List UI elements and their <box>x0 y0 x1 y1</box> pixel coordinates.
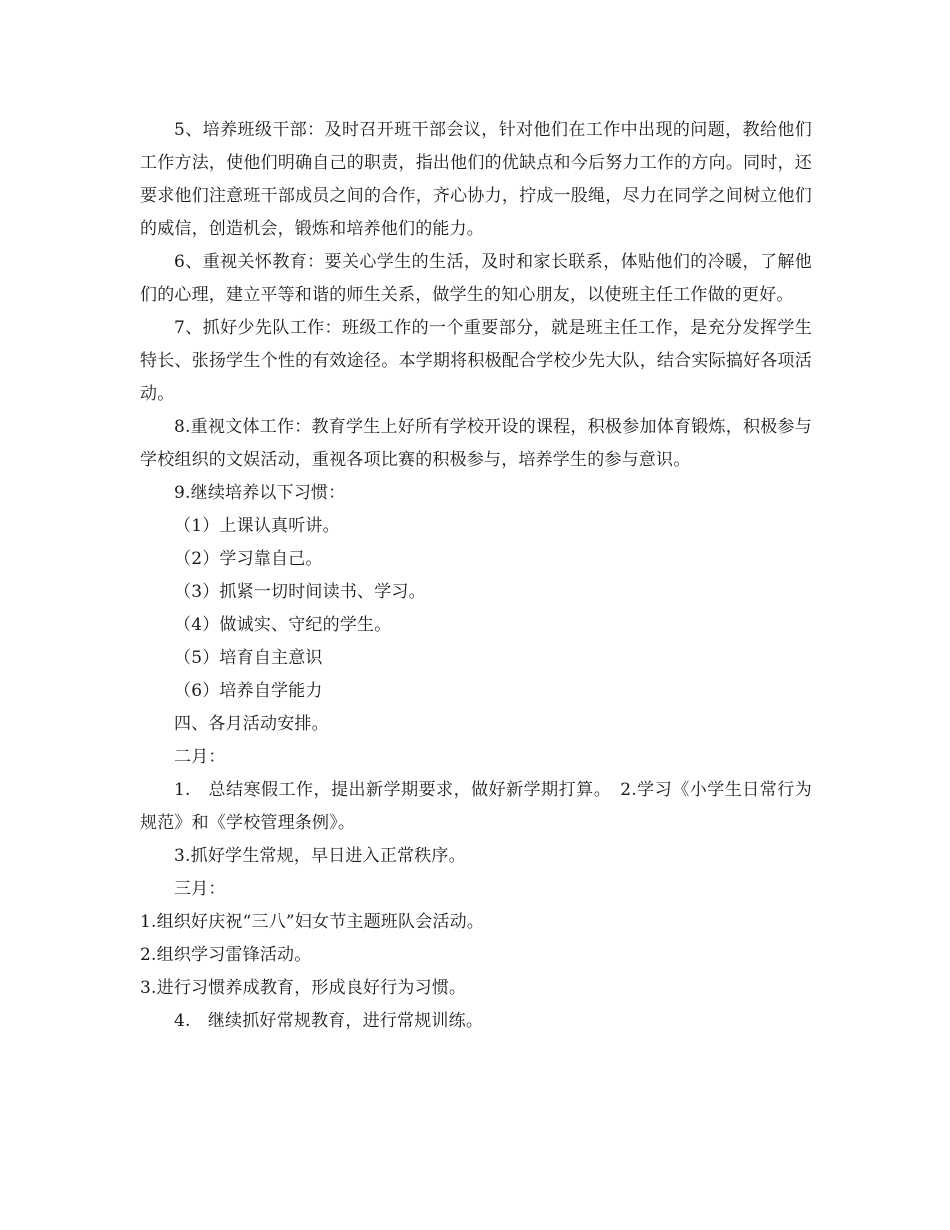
list-item-mar-1: 1.组织好庆祝“三八”妇女节主题班队会活动。 <box>140 912 485 932</box>
list-item-habit-4: （4）做诚实、守纪的学生。 <box>174 615 392 635</box>
section-heading-monthly-plan: 四、各月活动安排。 <box>174 714 329 734</box>
document-body <box>140 114 812 1038</box>
list-item-feb-3: 3.抓好学生常规，早日进入正常秩序。 <box>174 846 466 866</box>
list-item-mar-4: 4. 继续抓好常规教育，进行常规训练。 <box>174 1011 484 1031</box>
list-item-habit-6: （6）培养自学能力 <box>174 681 323 701</box>
paragraph-habits-heading: 9.继续培养以下习惯： <box>174 483 346 503</box>
list-item-habit-2: （2）学习靠自己。 <box>174 549 323 569</box>
paragraph-care-education: 6、重视关怀教育：要关心学生的生活，及时和家长联系，体贴他们的冷暖，了解他们的心理，建立平等和谐的师生关系，做学生的知心朋友，以使班主任工作做的更好。 <box>140 252 812 305</box>
list-item-habit-3: （3）抓紧一切时间读书、学习。 <box>174 582 426 602</box>
list-item-mar-3: 3.进行习惯养成教育，形成良好行为习惯。 <box>140 978 467 998</box>
list-item-habit-5: （5）培育自主意识 <box>174 648 323 668</box>
paragraph-class-cadres: 5、培养班级干部：及时召开班干部会议，针对他们在工作中出现的问题，教给他们工作方法，使他们明确自己的职责，指出他们的优缺点和今后努力工作的方向。同时，还要求他们注意班干部成员之间的合作，齐心协力，拧成一股绳，尽力在同学之间树立他们的威信，创造机会，锻炼和培养他们的能力。 <box>140 120 812 239</box>
list-item-mar-2: 2.组织学习雷锋活动。 <box>140 945 312 965</box>
list-item-habit-1: （1）上课认真听讲。 <box>174 516 340 536</box>
month-heading-february: 二月： <box>174 747 226 767</box>
month-heading-march: 三月： <box>174 879 226 899</box>
paragraph-sports-culture: 8.重视文体工作：教育学生上好所有学校开设的课程，积极参加体育锻炼，积极参与学校组织的文娱活动，重视各项比赛的积极参与，培养学生的参与意识。 <box>140 417 812 470</box>
paragraph-young-pioneers: 7、抓好少先队工作：班级工作的一个重要部分，就是班主任工作，是充分发挥学生特长、张扬学生个性的有效途径。本学期将积极配合学校少先大队，结合实际搞好各项活动。 <box>140 318 812 404</box>
list-item-feb-1-2: 1. 总结寒假工作，提出新学期要求，做好新学期打算。 2.学习《小学生日常行为规范》和《学校管理条例》。 <box>140 780 812 833</box>
